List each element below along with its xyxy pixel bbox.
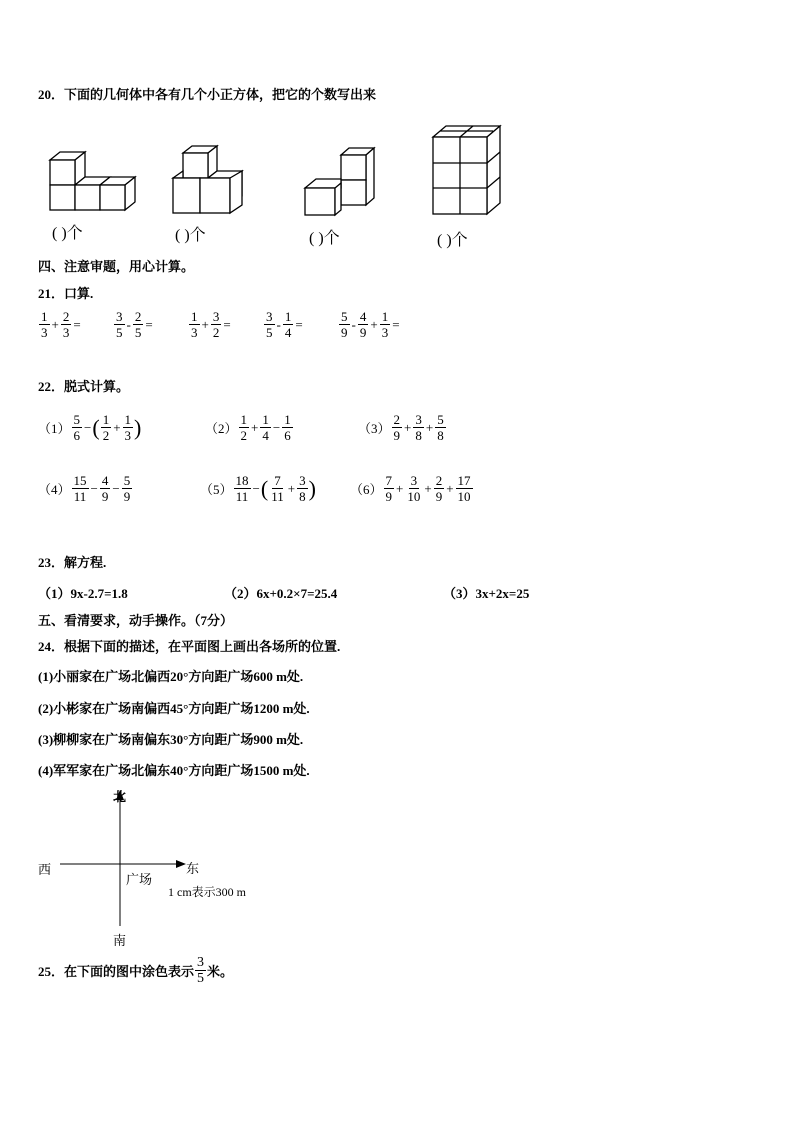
- q24-title: 24．根据下面的描述，在平面图上画出各场所的位置.: [38, 639, 341, 654]
- q25-question: 25．在下面的图中涂色表示 $\frac{3}{5}$ 米。: [38, 955, 234, 986]
- q22-expr-3: （3） $\frac{2}{9}$ + $\frac{3}{8}$ + $\frac{5}{8}$: [358, 412, 444, 443]
- map-south-label: 南: [113, 933, 127, 948]
- q20-blank-4[interactable]: ( )个: [437, 232, 468, 249]
- q21-expr-3: $\frac{1}{3}$ + $\frac{3}{2}$ =: [191, 309, 231, 340]
- q21-expr-2: $\frac{3}{5}$ - $\frac{2}{5}$ =: [116, 309, 153, 340]
- cube-figure-3: [305, 148, 374, 215]
- map-west-label: 西: [38, 862, 52, 877]
- section-4-heading: 四、注意审题，用心计算。: [38, 259, 195, 274]
- q22-expr-6: （6） $\frac{7}{9}$ + $\frac{3}{10}$ + $\frac{2}{9}$ + $\frac{17}{10}$: [350, 473, 471, 504]
- q24-line-3: (3)柳柳家在广场南偏东30°方向距广场900 m处.: [38, 732, 304, 747]
- q22-expr-4: （4） $\frac{15}{11}$ − $\frac{4}{9}$ − $\frac{5}{9}$: [38, 473, 131, 504]
- q22-title: 22．脱式计算。: [38, 379, 130, 394]
- q21-expr-5: $\frac{5}{9}$ - $\frac{4}{9}$ + $\frac{1}{3}$ =: [341, 309, 400, 340]
- map-north-label: 北: [113, 789, 127, 804]
- q24-line-1: (1)小丽家在广场北偏西20°方向距广场600 m处.: [38, 669, 304, 684]
- cube-figure-4: [433, 126, 500, 214]
- q20-blank-3[interactable]: ( )个: [309, 230, 340, 247]
- cube-figure-1: [50, 152, 135, 210]
- q21-expr-4: $\frac{3}{5}$ - $\frac{1}{4}$ =: [266, 309, 303, 340]
- q24-line-4: (4)军军家在广场北偏东40°方向距广场1500 m处.: [38, 763, 310, 778]
- q22-expr-2: （2） $\frac{1}{2}$ + $\frac{1}{4}$ − $\frac{1}{6}$: [205, 412, 291, 443]
- q23-eq-2: （2）6x+0.2×7=25.4: [224, 586, 338, 601]
- map-scale-label: 1 cm表示300 m: [168, 885, 246, 899]
- q20-title: 20．下面的几何体中各有几个小正方体，把它的个数写出来: [38, 87, 377, 102]
- q24-line-2: (2)小彬家在广场南偏西45°方向距广场1200 m处.: [38, 701, 310, 716]
- map-east-label: 东: [186, 861, 200, 876]
- map-center-label: 广场: [126, 872, 153, 887]
- q21-title: 21．口算.: [38, 286, 94, 301]
- q21-expr-1: $\frac{1}{3}$ + $\frac{2}{3}$ =: [41, 309, 81, 340]
- q23-eq-3: （3）3x+2x=25: [443, 586, 530, 601]
- q20-blank-2[interactable]: ( )个: [175, 227, 206, 244]
- q20-blank-1[interactable]: ( )个: [52, 225, 83, 242]
- east-arrow-icon: [176, 860, 186, 868]
- section-5-heading: 五、看清要求，动手操作。（7分）: [38, 613, 234, 628]
- cube-figure-2: [173, 146, 242, 213]
- q23-title: 23．解方程.: [38, 555, 107, 570]
- q22-expr-5: （5） $\frac{18}{11}$ − ( $\frac{7}{11}$ + $\frac{3}{8}$ ): [200, 473, 316, 504]
- q23-eq-1: （1）9x-2.7=1.8: [38, 586, 128, 601]
- q22-expr-1: （1） $\frac{5}{6}$ − ( $\frac{1}{2}$ + $\frac{1}{3}$ ): [38, 412, 142, 443]
- cube-figures: [0, 115, 794, 225]
